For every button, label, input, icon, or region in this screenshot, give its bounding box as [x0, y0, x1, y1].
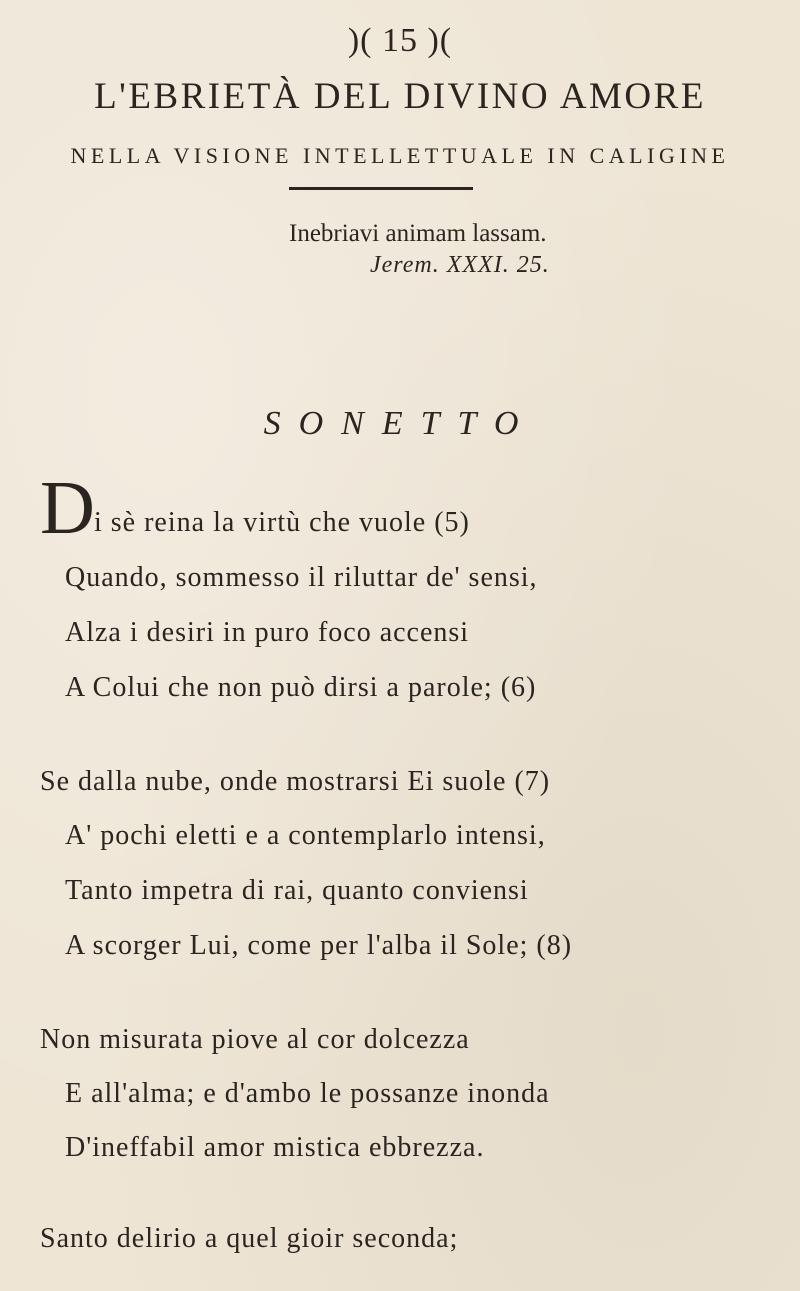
- epigraph-text: Inebriavi animam lassam.: [289, 220, 547, 247]
- verse-line-5: Se dalla nube, onde mostrarsi Ei suole (7): [40, 766, 551, 797]
- verse-line-3: Alza i desiri in puro foco accensi: [65, 617, 470, 648]
- verse-line-12: Santo delirio a quel gioir seconda;: [40, 1223, 459, 1254]
- verse-line-11: D'ineffabil amor mistica ebbrezza.: [65, 1132, 485, 1163]
- verse-line-8: A scorger Lui, come per l'alba il Sole; (8): [65, 930, 573, 961]
- verse-line-2: Quando, sommesso il riluttar de' sensi,: [65, 562, 538, 593]
- verse-line-4: A Colui che non può dirsi a parole; (6): [65, 672, 537, 703]
- drop-cap: D: [40, 466, 95, 550]
- verse-line-6: A' pochi eletti e a contemplarlo intensi,: [65, 820, 546, 851]
- verse-line-9: Non misurata piove al cor dolcezza: [40, 1024, 470, 1055]
- verse-line-10: E all'alma; e d'ambo le possanze inonda: [65, 1078, 550, 1109]
- sonnet-heading: SONETTO: [263, 405, 537, 442]
- page-title: L'EBRIETÀ DEL DIVINO AMORE: [94, 76, 706, 117]
- page-number: )( 15 )(: [347, 22, 453, 59]
- verse-line-7: Tanto impetra di rai, quanto conviensi: [65, 875, 529, 906]
- page-subtitle: NELLA VISIONE INTELLETTUALE IN CALIGINE: [70, 143, 730, 168]
- verse-line-1: i sè reina la virtù che vuole (5): [94, 507, 470, 538]
- epigraph-source: Jerem. XXXI. 25.: [370, 252, 550, 278]
- divider-rule: [289, 187, 473, 190]
